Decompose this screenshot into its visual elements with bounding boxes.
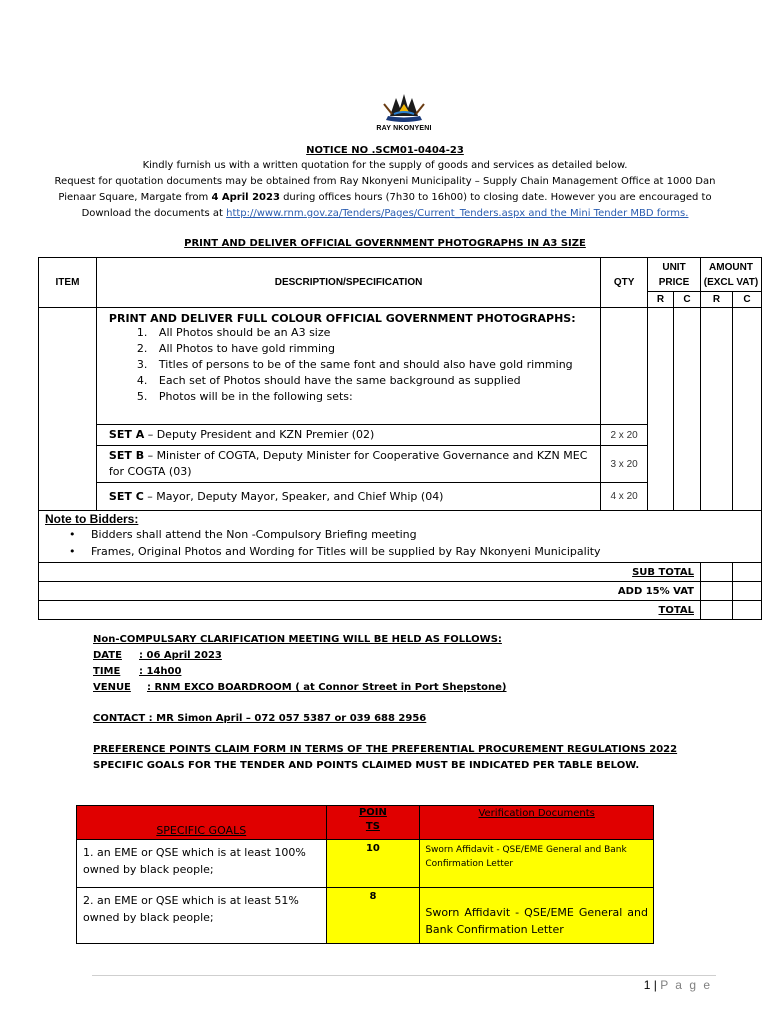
note-block — [39, 511, 762, 563]
section-title: PRINT AND DELIVER OFFICIAL GOVERNMENT PHOTOGRAPHS IN A3 SIZE — [184, 238, 586, 249]
note-list — [39, 526, 761, 560]
page-footer — [644, 978, 712, 992]
logo-text: RAY NKONYENI — [376, 125, 432, 132]
spec-item: 3. Titles of persons to be of the same font and should also have gold rimming — [136, 358, 573, 371]
sub-total-label: SUB TOTAL — [39, 563, 701, 582]
intro-line-1: Kindly furnish us with a written quotation for the supply of goods and services as detailed below. — [142, 160, 628, 171]
meeting-heading: Non-COMPULSARY CLARIFICATION MEETING WILL BE HELD AS FOLLOWS: — [93, 634, 502, 645]
spec-block — [96, 308, 600, 425]
vat-r[interactable] — [701, 582, 733, 601]
intro-line-4 — [0, 206, 770, 222]
goal-points-2[interactable]: 8 — [326, 888, 420, 944]
page-word: P a g e — [660, 978, 712, 992]
header-amount-r: R — [701, 292, 733, 308]
header-unit-c: C — [674, 292, 701, 308]
sub-total-c[interactable] — [732, 563, 761, 582]
goal-row-2: 2. an EME or QSE which is at least 51% owned by black people; — [77, 888, 327, 944]
amount-r-cell[interactable] — [701, 308, 733, 511]
goal-points-1[interactable]: 10 — [326, 840, 420, 888]
qty-empty — [601, 308, 648, 425]
specific-goals-table — [76, 805, 654, 944]
header-amount-c: C — [732, 292, 761, 308]
preference-line-1: PREFERENCE POINTS CLAIM FORM IN TERMS OF THE PREFERENTIAL PROCUREMENT REGULATIONS 2022 — [93, 744, 678, 755]
download-link[interactable]: http://www.rnm.gov.za/Tenders/Pages/Current_Tenders.aspx and the Mini Tender MBD forms. — [226, 208, 689, 219]
page-number: 1 — [643, 978, 651, 992]
vat-label: ADD 15% VAT — [39, 582, 701, 601]
spec-item: 4. Each set of Photos should have the same background as supplied — [136, 374, 521, 387]
goal-row-1: 1. an EME or QSE which is at least 100% owned by black people; — [77, 840, 327, 888]
total-r[interactable] — [701, 601, 733, 620]
spec-list — [136, 325, 594, 405]
header-qty: QTY — [601, 258, 648, 308]
vat-c[interactable] — [732, 582, 761, 601]
points-header: POIN TS — [326, 806, 420, 840]
spec-title: PRINT AND DELIVER FULL COLOUR OFFICIAL GOVERNMENT PHOTOGRAPHS: — [108, 312, 576, 325]
header-amount: AMOUNT (EXCL VAT) — [701, 258, 762, 292]
spec-item: 1. All Photos should be an A3 size — [136, 326, 331, 339]
page-sep: | — [650, 978, 661, 992]
note-item: • Frames, Original Photos and Wording for Titles will be supplied by Ray Nkonyeni Municipality — [91, 543, 761, 560]
set-a-row: SET A – Deputy President and KZN Premier (02) — [96, 425, 600, 446]
logo-emblem-icon — [372, 90, 436, 126]
set-a-qty: 2 x 20 — [601, 425, 648, 446]
item-cell — [39, 308, 97, 511]
note-item: • Bidders shall attend the Non -Compulsory Briefing meeting — [91, 526, 761, 543]
intro-line-2: Request for quotation documents may be obtained from Ray Nkonyeni Municipality – Supply Chain Management Office at 1000 Dan — [54, 176, 716, 187]
contact-line: CONTACT : MR Simon April – 072 057 5387 or 039 688 2956 — [93, 713, 427, 724]
verification-header: Verification Documents — [420, 806, 654, 840]
intro-line-3 — [0, 190, 770, 206]
notice-number: NOTICE NO .SCM01-0404-23 — [306, 145, 464, 156]
preference-line-2: SPECIFIC GOALS FOR THE TENDER AND POINTS CLAIMED MUST BE INDICATED PER TABLE BELOW. — [93, 760, 640, 771]
intro-line-3-a: Pienaar Square, Margate from — [58, 192, 212, 203]
quotation-table — [38, 257, 762, 620]
goal-verification-2: Sworn Affidavit - QSE/EME General and Bank Confirmation Letter — [420, 888, 654, 944]
goals-header: SPECIFIC GOALS — [77, 806, 327, 840]
unit-c-cell[interactable] — [674, 308, 701, 511]
set-c-qty: 4 x 20 — [601, 483, 648, 511]
intro-line-3-b: during offices hours (7h30 to 16h00) to closing date. However you are encouraged to — [279, 192, 712, 203]
meeting-time: TIME : 14h00 — [93, 666, 182, 677]
header-description: DESCRIPTION/SPECIFICATION — [96, 258, 600, 308]
intro-date: 4 April 2023 — [211, 192, 280, 203]
footer-divider — [92, 975, 716, 976]
goal-verification-1: Sworn Affidavit - QSE/EME General and Bank Confirmation Letter — [420, 840, 654, 888]
set-b-qty: 3 x 20 — [601, 446, 648, 483]
header-item: ITEM — [39, 258, 97, 308]
sub-total-r[interactable] — [701, 563, 733, 582]
meeting-date: DATE : 06 April 2023 — [93, 650, 222, 661]
header-unit-price: UNIT PRICE — [648, 258, 701, 292]
municipality-logo — [372, 90, 436, 138]
header-unit-r: R — [648, 292, 674, 308]
intro-line-4-a: Download the documents at — [81, 208, 227, 219]
spec-item: 2. All Photos to have gold rimming — [136, 342, 335, 355]
unit-r-cell[interactable] — [648, 308, 674, 511]
set-c-row: SET C – Mayor, Deputy Mayor, Speaker, and Chief Whip (04) — [96, 483, 600, 511]
set-b-row: SET B – Minister of COGTA, Deputy Minister for Cooperative Governance and KZN MEC for COGTA (03) — [96, 446, 600, 483]
spec-item: 5. Photos will be in the following sets: — [136, 390, 353, 403]
total-c[interactable] — [732, 601, 761, 620]
total-label: TOTAL — [39, 601, 701, 620]
amount-c-cell[interactable] — [732, 308, 761, 511]
note-title: Note to Bidders: — [45, 512, 139, 526]
meeting-venue: VENUE : RNM EXCO BOARDROOM ( at Connor Street in Port Shepstone) — [93, 682, 507, 693]
